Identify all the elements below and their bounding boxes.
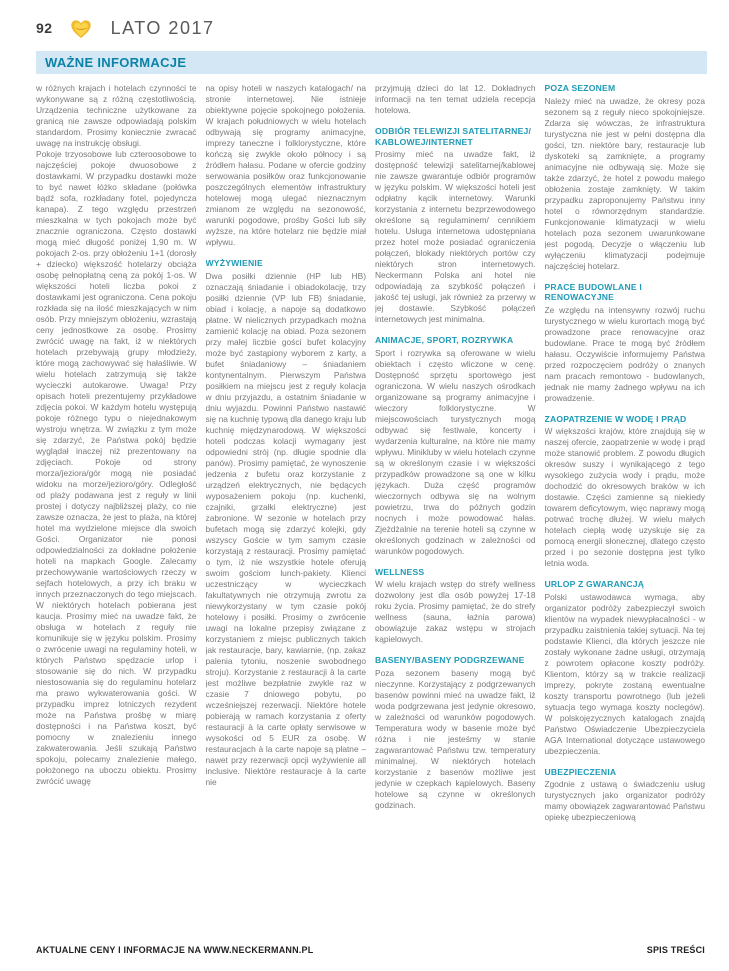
page-header (0, 0, 729, 40)
text-columns (36, 83, 705, 935)
section-heading: POZA SEZONEM (544, 83, 616, 93)
section-banner (36, 51, 707, 74)
body-paragraph: Ze względu na intensywny rozwój ruchu turystycznego w wielu kurortach mogą być prowadzone prace renowacyjne oraz budowlane. Prace te mogą być źródłem hałasu. Oczywiście informujemy Państwa przed rozpoczęciem podróży o znanych nam pracach remontowo - budowlanych, jednak nie mamy żadnego wpływu na ich prowadzenie. (544, 304, 705, 403)
section-heading: UBEZPIECZENIA (544, 766, 617, 777)
body-paragraph: W większości krajów, które znajdują się w naszej ofercie, zaopatrzenie w wodę i prąd może stanowić problem. Z powodu długich okresów suszy i wynikającego z tego wysokiego zużycia wody i prądu, może dochodzić do okresowych braków w ich dostawie. Części zamienne są niekiedy towarem deficytowym, więc naprawy mogą potrwać trochę dłużej. W wielu małych hotelach ciepłą wodę uzyskuje się za pomocą energii słonecznej, dlatego często przed i po sezonie dostępna jest tylko letnia woda. (544, 426, 705, 568)
section-heading: WYŻYWIENIE (205, 258, 263, 268)
season-title: LATO 2017 (110, 17, 215, 38)
section-banner-title: WAŻNE INFORMACJE (45, 55, 187, 70)
body-paragraph: Poza sezonem baseny mogą być nieczynne. Korzystający z podgrzewanych basenów powinni mieć na uwadze fakt, iż woda podgrzewana jest jedynie okresowo, w zależności od warunków pogodowych. Temperatura wody w basenie może być różna i nie jesteśmy w stanie zagwarantować Państwu tzw. temperatury minimalnej. W niektórych hotelach korzystanie z basenów możliwe jest jedynie w czepkach kąpielowych. Baseny hotelowe są czynne w określonych godzinach. (375, 667, 536, 810)
page-number: 92 (36, 20, 53, 36)
body-paragraph: Dwa posiłki dziennie (HP lub HB) oznaczają śniadanie i obiadokolację, trzy posiłki dziennie (VP lub FB) śniadanie, obiad i kolację, a napoje są dodatkowo płatne. W nielicznych przypadkach można zamienić kolację na obiad. Poza sezonem przy małej liczbie gości bufet kolacyjny może być zastąpiony wyborem z karty, a bufet śniadaniowy – śniadaniem kontynentalnym. Pierwszym Państwa posiłkiem na miejscu jest z reguły kolacja w dniu przyjazdu, a ostatnim śniadanie w dniu wyjazdu. Powinni Państwo nastawić się na kuchnię typową dla danego kraju lub kuchnię międzynarodową. W większości hoteli podczas kolacji wymagany jest odpowiedni strój (np. długie spodnie dla panów). Prosimy pamiętać, że wynoszenie jedzenia z bufetu oraz korzystanie z urządzeń elektrycznych, nie będących wyposażeniem pokoju (np. kuchenki, czajniki, grzałki elektryczne) jest zabronione. W sezonie w hotelach przy bufetach mogą się zdarzyć kolejki, gdy wszyscy Goście w tym samym czasie korzystają z restauracji. Prosimy pamiętać o tym, iż nie wszystkie hotele oferują swoim gościom lunch-pakiety. Klienci uczestniczący w wycieczkach fakultatywnych nie otrzymują zwrotu za niewykorzystany w tym czasie pokój hotelowy i posiłki. Prosimy o zwrócenie uwagi na lokalne przepisy związane z korzystaniem z miejsc publicznych takich jak restauracje, bary, kawiarnie, (np. zakaz palenia tytoniu, noszenie swobodnego stroju). Korzystanie z restauracji à la carte jest możliwe bezpłatnie zwykle raz w czasie 7 dniowego pobytu, po wcześniejszej rezerwacji. Niektóre hotele pobierają w ramach korzystania z oferty restauracji à la carte opłaty serwisowe w wysokości od 5 EUR za osobę. W restauracjach à la carte napoje są płatne – nawet przy rezerwacji opcji wyżywienie all inclusive. Niektóre restauracje à la carte nie (205, 270, 366, 787)
body-paragraph: Sport i rozrywka są oferowane w wielu obiektach i często wliczone w cenę. Dostępność sprzętu sportowego jest ograniczona. W wielu naszych ośrodkach organizowane są programy animacyjne i wieczory folklorystyczne. W miejscowościach turystycznych mogą odbywać się festiwale, koncerty i wydarzenia kulturalne, na które nie mamy wpływu. Minikluby w wielu hotelach czynne są w określonym czasie i w większości przypadków prowadzone są one w kilku językach. Duża część programów wieczornych odbywa się na wolnym powietrzu, trwa do późnych godzin nocnych i może powodować hałas. Zjeżdżalnie na terenie hoteli są czynne w określonych godzinach w zależności od warunków pogodowych. (375, 347, 536, 556)
body-paragraph: Prosimy mieć na uwadze fakt, iż dostępność telewizji satelitarnej/kablowej nie zawsze gwarantuje odbiór programów w języku polskim. W większości hoteli jest odpłatny kącik internetowy. Warunki korzystania z internetu bezprzewodowego określone są regulaminem/ cennikiem hotelu. Usługa internetowa udostępniana przez hotel może posiadać ograniczenia połączeń, blokady niektórych portów czy niektórych stron internetowych. Neckermann Polska ani hotel nie odpowiadają za szybkość połączeń i jakość tej usługi, jak również za przerwy w jej dostawie. Szybkość połączeń internetowych jest minimalna. (375, 149, 536, 324)
section-heading: PRACE BUDOWLANE I RENOWACYJNE (544, 281, 642, 302)
body-paragraph: Należy mieć na uwadze, że okresy poza sezonem są z reguły nieco spokojniejsze. Zdarza się wówczas, że infrastruktura turystyczna nie jest w pełni dostępna dla gości, tzn. niektóre bary, restauracje lub dyskoteki są zamknięte, a programy animacyjne nie odbywają się. Może się także zdarzyć, że hotel z powodu małego obłożenia zostaje zamknięty. W takim przypadku zaproponujemy Państwu inny hotel o równorzędnym standardzie. Funkcjonowanie klimatyzacji w wielu hotelach poza sezonem uwarunkowane jest pogodą. Decyzje o włączeniu lub wyłączeniu klimatyzacji podejmuje najczęściej hotelarz. (544, 95, 705, 271)
footer-toc-link[interactable]: SPIS TREŚCI (646, 945, 705, 955)
body-paragraph: na opisy hoteli w naszych katalogach/ na stronie internetowej. Nie istnieje obiektywne pojęcie spokojnego położenia. W krajach południowych w wielu hotelach odbywają się programy animacyjne, imprezy taneczne i folklorystyczne, które kończą się zwykle około północy i są źródłem hałasu. Podane w ofercie godziny serwowania posiłków oraz funkcjonowanie poszczególnych elementów infrastruktury hotelowej mogą ulegać nieznacznym zmianom ze względu na sezonowość, warunki pogodowe, prośby Gości lub siły wyższe, na które hotelarz nie będzie miał wpływu. (205, 83, 366, 247)
neckermann-heart-logo-icon (69, 18, 93, 39)
text-column-3 (375, 83, 536, 935)
body-paragraph: w różnych krajach i hotelach czynności te wykonywane są z różną częstotliwością. Urządzenia techniczne użytkowane za granicą nie zawsze odpowiadają polskim standardom. Prosimy koniecznie zwracać uwagę na instrukcję obsługi. (36, 83, 197, 148)
section-heading: ZAOPATRZENIE W WODĘ I PRĄD (544, 413, 687, 424)
text-column-4 (545, 83, 706, 935)
section-heading: ODBIÓR TELEWIZJI SATELITARNEJ/ KABLOWEJ/INTERNET (375, 126, 532, 147)
body-paragraph: W wielu krajach wstęp do strefy wellness dozwolony jest dla osób powyżej 17-18 roku życia. Prosimy pamiętać, że do strefy wellness (sauna, łaźnia parowa) obowiązuje zakaz wstępu w strojach kąpielowych. (375, 579, 536, 644)
section-heading: ANIMACJE, SPORT, ROZRYWKA (375, 335, 514, 345)
section-heading: URLOP Z GWARANCJĄ (544, 579, 645, 589)
page-footer (36, 945, 705, 955)
body-paragraph: przyjmują dzieci do lat 12. Dokładnych informacji na ten temat udziela recepcja hotelowa. (375, 83, 536, 115)
section-heading: WELLNESS (375, 566, 425, 577)
text-column-1 (36, 83, 197, 935)
body-paragraph: Zgodnie z ustawą o świadczeniu usług turystycznych jako organizator podróży mamy obowiązek zagwarantować Państwu opiekę ubezpieczeniową (544, 779, 705, 822)
section-heading: BASENY/BASENY PODGRZEWANE (375, 655, 525, 665)
text-column-2 (206, 83, 367, 935)
body-paragraph: Pokoje trzyosobowe lub czteroosobowe to najczęściej pokoje dwuosobowe z dostawkami. W przypadku dostawki może to być nawet łóżko składane (połówka bądź sofa, rozkładany fotel, pojedyncza kanapa). Z tego względu przestrzeń mieszkalna w tych pokojach może być znacznie ograniczona. Często dostawki mogą mieć długość poniżej 1,90 m. W pokojach 2-os. przy obłożeniu 1+1 (dorosły + dziecko) większość hotelarzy obciąża osobę pełnopłatną ceną za pokój 1-os. W większości hoteli liczba pokoi z dostawkami jest ograniczona. Cena pokoju rozkłada się na ilość mieszkających w nim osób. Przy mniejszym obłożeniu, wzrastają ceny jednostkowe za osobę. Prosimy zwrócić uwagę na fakt, iż w niektórych hotelach przebywają grupy młodzieży, które mogą zachowywać się hałaśliwie. W wielu hotelach zatrzymują się także wycieczki autokarowe. Uwaga! Przy opisach hoteli prezentujemy przykładowe zdjęcia pokoi. W każdym hotelu występują pokoje różnego typu o niejednakowym wystroju wnętrza. W związku z tym może się zdarzyć, że Państwa pokój będzie wyglądał inaczej niż prezentowany na zdjęciach. Pokoje od strony morza/jeziora/gór mogą nie posiadać widoku na morze/jezioro/góry. Odległość od plaży podawana jest z reguły w linii prostej i dotyczy najbliższej plaży, co nie zawsze oznacza, że jest to plaża, na której hotel ma wydzielone miejsce dla swoich Gości. Organizator nie ponosi odpowiedzialności za dokładne położenie hoteli na mapkach Google. Zalecamy przechowywanie wartościowych rzeczy w sejfach hotelowych, a przy ich braku w innych przeznaczonych do tego miejscach. W niektórych hotelach pobierana jest kaucja. Prosimy mieć na uwadze fakt, że obsługa w hotelach z reguły nie komunikuje się w języku polskim. Prosimy o zwrócenie uwagi na regulaminy hoteli, w których Państwo spędzacie urlop i stosowanie się do nich. W przypadku niestosowania się do regulaminu hotelarz ma prawo wykwaterowania gości. W przypadku imprez lotniczych rezydent może na Państwa prośbę w miarę dostępności i na Państwa koszt, być pomocny w znalezieniu innego zakwaterowania. Jeśli szukają Państwo spokoju, polecamy znalezienie małego, położonego na uboczu obiektu. Prosimy zwrócić uwagę (36, 149, 197, 786)
footer-website-info: AKTUALNE CENY I INFORMACJE NA WWW.NECKERMANN.PL (36, 945, 314, 955)
body-paragraph: Polski ustawodawca wymaga, aby organizator podróży zabezpieczył swoich klientów na wypadek niewypłacalności - w przypadku zaistnienia takiej sytuacji. Na tej podstawie Klienci, dla których jeszcze nie zostały wykonane żadne usługi, otrzymają z powrotem opłacone koszty podróży. Klientom, którzy są w trakcie realizacji imprezy, pokryte zostaną ewentualne koszty transportu powrotnego (lub jeżeli sytuacja tego wymaga koszty noclegów). W polskojęzycznych katalogach znajdą Państwo Oświadczenie Ubezpieczyciela AGA International dotyczące ustawowego ubezpieczenia. (544, 591, 705, 756)
